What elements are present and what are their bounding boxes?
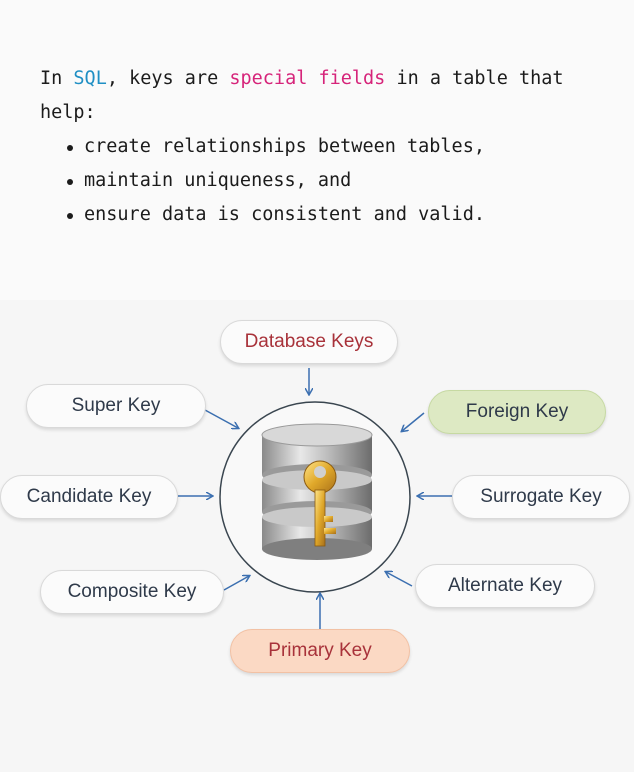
bullet-item: ensure data is consistent and valid. [40,198,610,232]
sql-highlight: SQL [73,68,107,89]
primary-key-label: Primary Key [230,629,410,673]
intro-line-2: help: [40,102,96,123]
bullet-list [40,130,610,232]
diagram-links [0,300,634,772]
intro-suffix: in a table that [385,68,564,89]
intro-line-1 [40,62,610,96]
database-keys-diagram [0,300,634,772]
surrogate-key-label: Surrogate Key [452,475,630,519]
super-key-label: Super Key [26,384,206,428]
arrow-foreign-key [402,413,424,431]
intro-text [40,62,610,232]
arrow-alternate-key [386,572,412,586]
candidate-key-label: Candidate Key [0,475,178,519]
arrow-super-key [205,410,238,428]
arrow-composite-key [224,576,249,590]
composite-key-label: Composite Key [40,570,224,614]
intro-prefix: In [40,68,74,89]
database-keys-label: Database Keys [220,320,398,364]
foreign-key-label: Foreign Key [428,390,606,434]
intro-middle: , keys are [106,68,230,89]
alternate-key-label: Alternate Key [415,564,595,608]
bullet-item: maintain uniqueness, and [40,164,610,198]
special-fields-highlight: special fields [229,68,386,89]
database-key-icon [262,424,372,560]
bullet-item: create relationships between tables, [40,130,610,164]
